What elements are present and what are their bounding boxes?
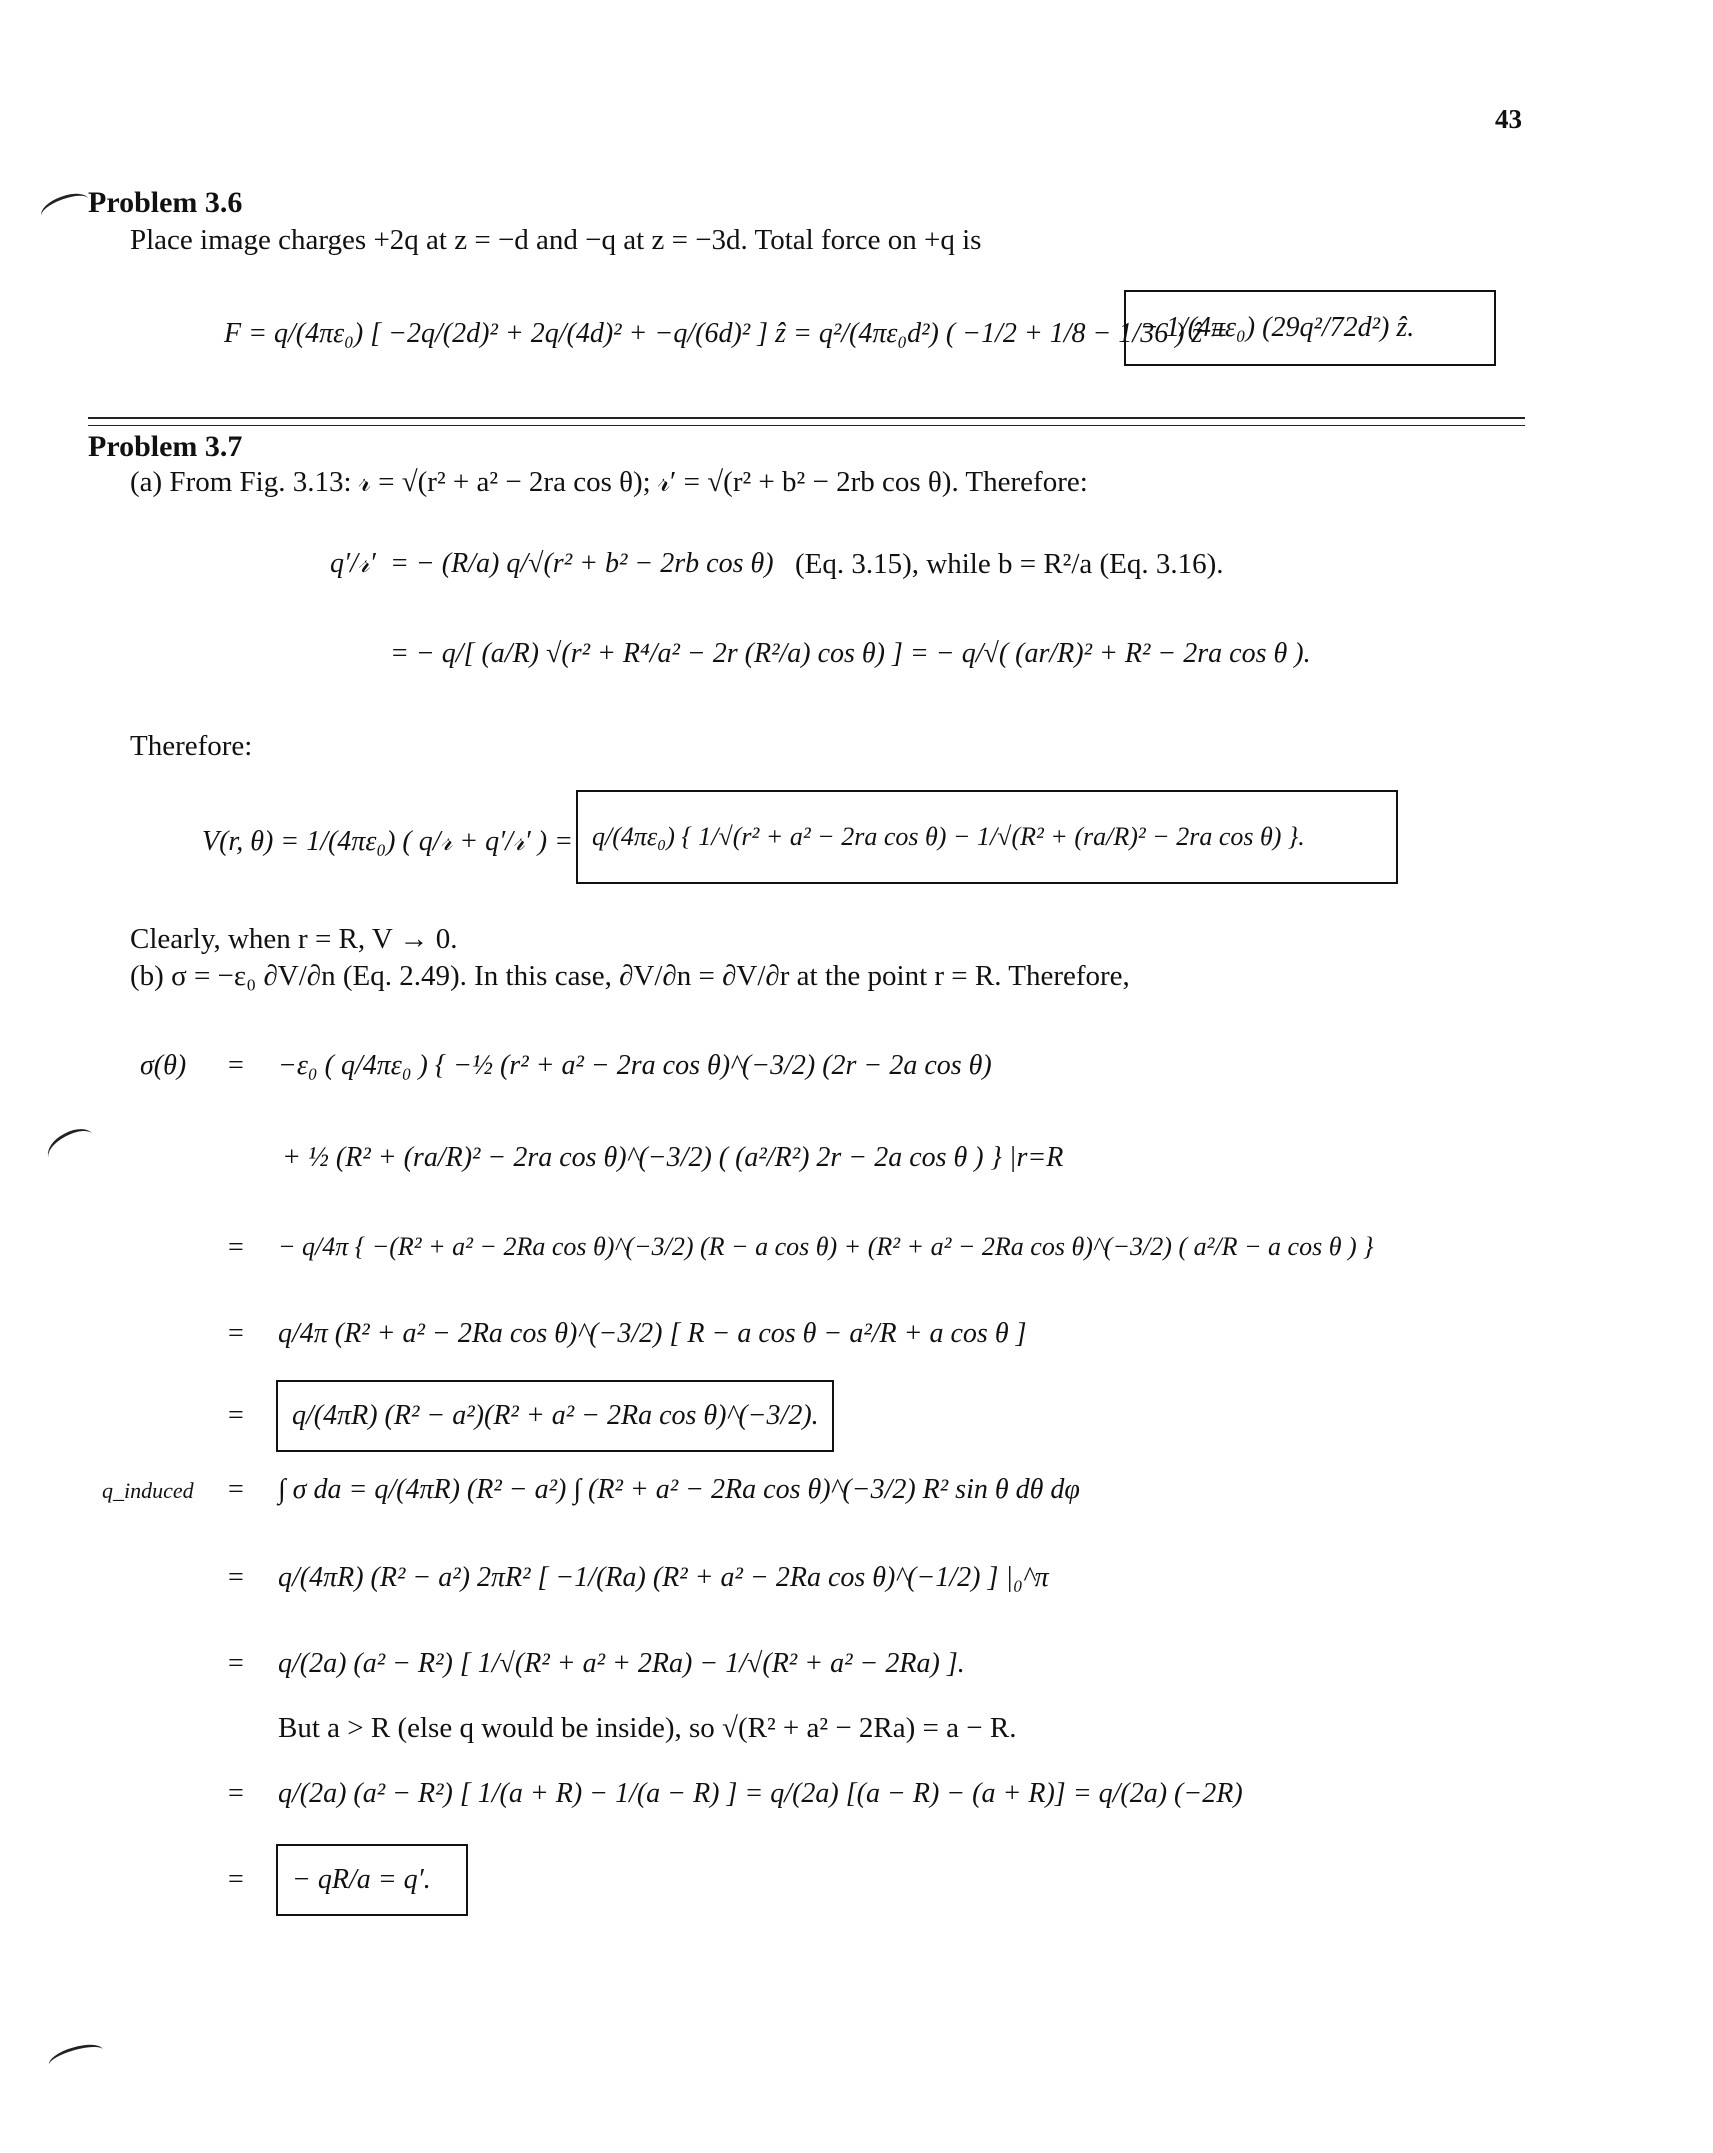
equals-sign: = [228,1864,244,1895]
qratio-lhs: q′/𝓇′ [330,548,376,579]
sigma-line-3: − q/4π { −(R² + a² − 2Ra cos θ)^(−3/2) (R − a cos θ) + (R² + a² − 2Ra cos θ)^(−3/2) ( a²/R − a cos θ ) } [278,1232,1374,1261]
equals-sign: = [228,1778,244,1809]
therefore-label: Therefore: [130,730,253,762]
equals-sign: = [228,1400,244,1431]
sigma-result-box: q/(4πR) (R² − a²)(R² + a² − 2Ra cos θ)^(−3/2). [276,1380,834,1452]
qinduced-lhs: q_induced [102,1478,194,1503]
qinduced-line-4: q/(2a) (a² − R²) [ 1/(a + R) − 1/(a − R) ] = q/(2a) [(a − R) − (a + R)] = q/(2a) (−2R) [278,1778,1243,1809]
equals-sign: = [228,1648,244,1679]
pen-mark [38,188,93,227]
qratio-line-2: = − q/[ (a/R) √(r² + R⁴/a² − 2r (R²/a) cos θ) ] = − q/√( (ar/R)² + R² − 2ra cos θ ). [390,638,1311,669]
part-b-intro: (b) σ = −ε₀ ∂V/∂n (Eq. 2.49). In this case, ∂V/∂n = ∂V/∂r at the point r = R. Therefore, [130,960,1130,992]
potential-result-box: q/(4πε₀) { 1/√(r² + a² − 2ra cos θ) − 1/√(R² + (ra/R)² − 2ra cos θ) }. [576,790,1398,884]
qratio-note: (Eq. 3.15), while b = R²/a (Eq. 3.16). [795,548,1224,580]
qinduced-line-3: q/(2a) (a² − R²) [ 1/√(R² + a² + 2Ra) − 1/√(R² + a² − 2Ra) ]. [278,1648,965,1679]
force-equation: F = q/(4πε₀) [ −2q/(2d)² + 2q/(4d)² + −q/(6d)² ] ẑ = q²/(4πε₀d²) ( −1/2 + 1/8 − 1/36 ) ẑ = [224,318,1229,349]
qratio-line-1: = − (R/a) q/√(r² + b² − 2rb cos θ) [390,548,774,579]
sigma-lhs: σ(θ) [140,1050,187,1081]
qinduced-line-2: q/(4πR) (R² − a²) 2πR² [ −1/(Ra) (R² + a² − 2Ra cos θ)^(−1/2) ] |₀^π [278,1562,1049,1593]
but-line: But a > R (else q would be inside), so √(R² + a² − 2Ra) = a − R. [278,1712,1017,1744]
sigma-line-1: −ε₀ ( q/4πε₀ ) { −½ (r² + a² − 2ra cos θ)^(−3/2) (2r − 2a cos θ) [278,1050,992,1081]
section-divider-thin [88,425,1525,426]
qinduced-line-1: ∫ σ da = q/(4πR) (R² − a²) ∫ (R² + a² − 2Ra cos θ)^(−3/2) R² sin θ dθ dφ [278,1474,1080,1505]
equals-sign: = [228,1474,244,1505]
section-divider [88,417,1525,419]
pen-mark [42,1122,100,1171]
clearly-line: Clearly, when r = R, V → 0. [130,923,458,955]
sigma-line-2: + ½ (R² + (ra/R)² − 2ra cos θ)^(−3/2) ( (a²/R²) 2r − 2a cos θ ) } |r=R [282,1142,1064,1173]
pen-mark [46,2040,106,2076]
equals-sign: = [228,1232,244,1263]
equals-sign: = [228,1562,244,1593]
equals-sign: = [228,1318,244,1349]
force-result-box: − 1/(4πε₀) (29q²/72d²) ẑ. [1124,290,1496,366]
problem-3-6-heading: Problem 3.6 [88,186,243,219]
qinduced-result-box: − qR/a = q′. [276,1844,468,1916]
page-number: 43 [1495,104,1522,134]
problem-3-6-intro: Place image charges +2q at z = −d and −q at z = −3d. Total force on +q is [130,224,982,256]
sigma-line-4: q/4π (R² + a² − 2Ra cos θ)^(−3/2) [ R − a cos θ − a²/R + a cos θ ] [278,1318,1027,1349]
potential-lhs: V(r, θ) = 1/(4πε₀) ( q/𝓇 + q′/𝓇′ ) = [202,826,574,857]
part-a-intro: (a) From Fig. 3.13: 𝓇 = √(r² + a² − 2ra cos θ); 𝓇′ = √(r² + b² − 2rb cos θ). Therefore: [130,466,1088,498]
equals-sign: = [228,1050,244,1081]
problem-3-7-heading: Problem 3.7 [88,430,243,463]
